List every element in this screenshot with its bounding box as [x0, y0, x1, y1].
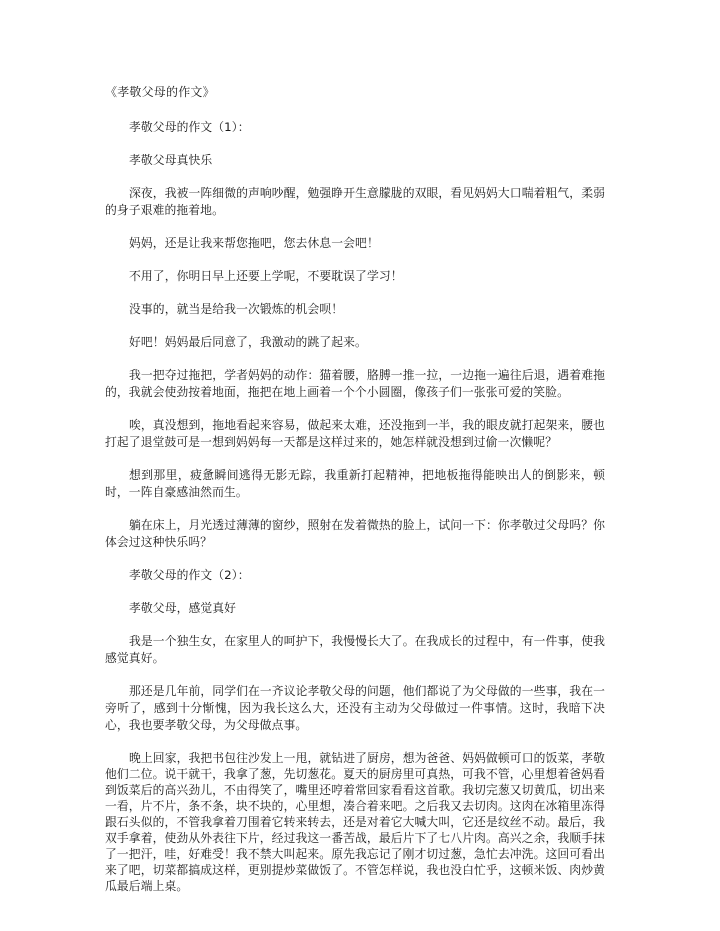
paragraph: 没事的，就当是给我一次锻炼的机会呗！	[129, 302, 344, 316]
paragraph: 想到那里，疲惫瞬间逃得无影无踪，我重新打起精神，把地板拖得能映出人的倒影来，顿时，一阵自豪感油然而生。	[105, 468, 605, 499]
paragraph: 不用了，你明日早上还要上学呢，不要耽误了学习！	[129, 269, 403, 283]
paragraph: 好吧！妈妈最后同意了，我激动的跳了起来。	[129, 335, 367, 349]
essay-2-heading: 孝敬父母的作文（2）：	[129, 568, 250, 582]
essay-1-subtitle: 孝敬父母真快乐	[129, 153, 213, 167]
paragraph: 深夜，我被一阵细微的声响吵醒，勉强睁开生意朦胧的双眼，看见妈妈大口喘着粗气，柔弱的身子艰难的拖着地。	[105, 186, 605, 217]
paragraph: 那还是几年前，同学们在一齐议论孝敬父母的问题，他们都说了为父母做的一些事，我在一旁听了，感到十分惭愧，因为我长这么大，还没有主动为父母做过一件事情。这时，我暗下决心，我也要孝敬父母，为父母做点事。	[105, 684, 605, 732]
paragraph: 晚上回家，我把书包往沙发上一甩，就钻进了厨房，想为爸爸、妈妈做顿可口的饭菜，孝敬他们二位。说干就干，我拿了葱，先切葱花。夏天的厨房里可真热，可我不管，心里想着爸妈看到饭菜后的高兴劲儿，不由得笑了，嘴里还哼着常回家看看这首歌。我切完葱又切黄瓜，切出来一看，片不片，条不条，块不块的，心里想，凑合着来吧。之后我又去切肉。这肉在冰箱里冻得跟石头似的，不管我拿着刀围着它转来转去，还是对着它大喊大叫，它还是纹丝不动。最后，我双手拿着，使劲从外表往下片，经过我这一番苦战，最后片下了七八片肉。高兴之余，我顺手抹了一把汗，哇，好难受！我不禁大叫起来。原先我忘记了刚才切过葱，急忙去冲洗。这回可看出来了吧，切菜都搞成这样，更别提炒菜做饭了。不管怎样说，我也没白忙乎，这顿米饭、肉炒黄瓜最后端上桌。	[105, 751, 605, 893]
paragraph: 唉，真没想到，拖地看起来容易，做起来太难，还没拖到一半，我的眼皮就打起架来，腰也打起了退堂鼓可是一想到妈妈每一天都是这样过来的，她怎样就没想到过偷一次懒呢？	[105, 418, 605, 449]
paragraph: 我一把夺过拖把，学者妈妈的动作：猫着腰，胳膊一推一拉，一边拖一遍往后退，遇着难拖的，我就会使劲按着地面，拖把在地上画着一个个小圆圈，像孩子们一张张可爱的笑脸。	[105, 368, 605, 399]
document-page	[105, 84, 605, 894]
paragraph: 躺在床上，月光透过薄薄的窗纱，照射在发着微热的脸上，试问一下：你孝敬过父母吗？你体会过这种快乐吗？	[105, 518, 605, 549]
essay-1-heading: 孝敬父母的作文（1）：	[129, 120, 250, 134]
paragraph: 妈妈，还是让我来帮您拖吧，您去休息一会吧！	[129, 236, 379, 250]
paragraph: 我是一个独生女，在家里人的呵护下，我慢慢长大了。在我成长的过程中，有一件事，使我感觉真好。	[105, 634, 605, 665]
essay-2-subtitle: 孝敬父母，感觉真好	[129, 601, 237, 615]
document-title: 《孝敬父母的作文》	[105, 85, 215, 99]
